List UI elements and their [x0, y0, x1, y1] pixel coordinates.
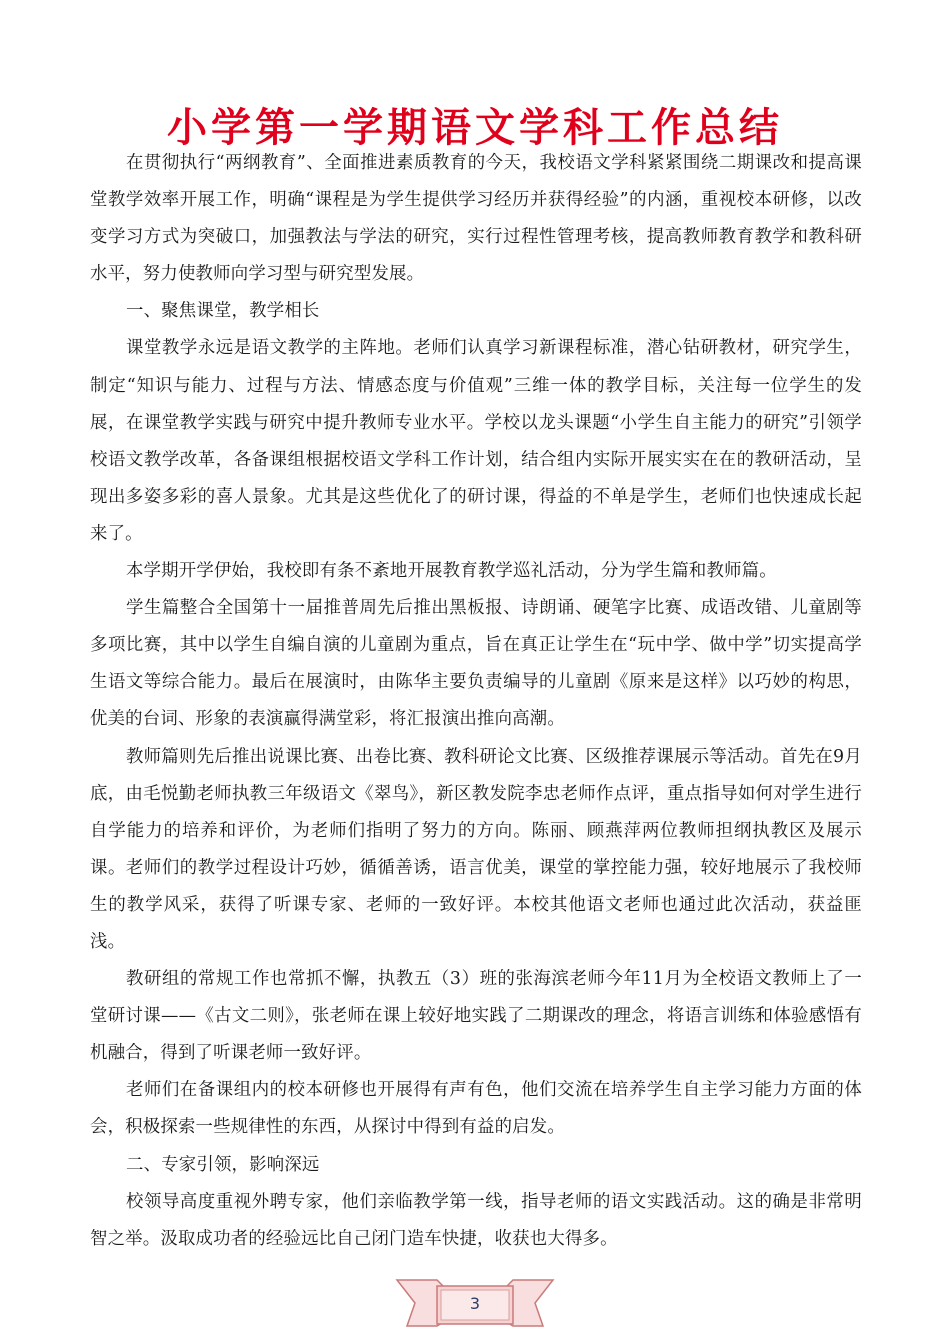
paragraph: 学生篇整合全国第十一届推普周先后推出黑板报、诗朗诵、硬笔字比赛、成语改错、儿童剧等多项比赛，其中以学生自编自演的儿童剧为重点，旨在真正让学生在“玩中学、做中学”切实提高学生语文等综合能力。最后在展演时，由陈华主要负责编导的儿童剧《原来是这样》以巧妙的构思，优美的台词、形象的表演赢得满堂彩，将汇报演出推向高潮。: [90, 598, 862, 730]
paragraph: 老师们在备课组内的校本研修也开展得有声有色，他们交流在培养学生自主学习能力方面的体会，积极探索一些规律性的东西，从探讨中得到有益的启发。: [90, 1080, 862, 1138]
page-number-badge: [395, 1272, 555, 1332]
section-heading-2: 二、专家引领，影响深远: [126, 1154, 320, 1175]
paragraph: 教师篇则先后推出说课比赛、出卷比赛、教科研论文比赛、区级推荐课展示等活动。首先在9月底，由毛悦勤老师执教三年级语文《翠鸟》，新区教发院李忠老师作点评，重点指导如何对学生进行自学能力的培养和评价，为老师们指明了努力的方向。陈丽、顾燕萍两位教师担纲执教区及展示课。老师们的教学过程设计巧妙，循循善诱，语言优美，课堂的掌控能力强，较好地展示了我校师生的教学风采，获得了听课专家、老师的一致好评。本校其他语文老师也通过此次活动，获益匪浅。: [90, 746, 862, 952]
page-title: 小学第一学期语文学科工作总结: [167, 105, 783, 151]
page-number: 3: [469, 1294, 481, 1313]
paragraph: 校领导高度重视外聘专家，他们亲临教学第一线，指导老师的语文实践活动。这的确是非常明智之举。汲取成功者的经验远比自己闭门造车快捷，收获也大得多。: [90, 1191, 862, 1249]
paragraph: 本学期开学伊始，我校即有条不紊地开展教育教学巡礼活动，分为学生篇和教师篇。: [126, 561, 777, 582]
document-body: [90, 145, 862, 1258]
paragraph: 教研组的常规工作也常抓不懈，执教五（3）班的张海滨老师今年11月为全校语文教师上了一堂研讨课——《古文二则》，张老师在课上较好地实践了二期课改的理念，将语言训练和体验感悟有机融合，得到了听课老师一致好评。: [90, 969, 862, 1064]
section-heading-1: 一、聚焦课堂，教学相长: [126, 301, 320, 322]
paragraph: 课堂教学永远是语文教学的主阵地。老师们认真学习新课程标准，潜心钻研教材，研究学生，制定“知识与能力、过程与方法、情感态度与价值观”三维一体的教学目标，关注每一位学生的发展，在课堂教学实践与研究中提升教师专业水平。学校以龙头课题“小学生自主能力的研究”引领学校语文教学改革，各备课组根据校语文学科工作计划，结合组内实际开展实实在在的教研活动，呈现出多姿多彩的喜人景象。尤其是这些优化了的研讨课，得益的不单是学生，老师们也快速成长起来了。: [90, 338, 862, 544]
paragraph-intro: 在贯彻执行“两纲教育”、全面推进素质教育的今天，我校语文学科紧紧围绕二期课改和提高课堂教学效率开展工作，明确“课程是为学生提供学习经历并获得经验”的内涵，重视校本研修，以改变学习方式为突破口，加强教法与学法的研究，实行过程性管理考核，提高教师教育教学和教科研水平，努力使教师向学习型与研究型发展。: [90, 153, 862, 285]
